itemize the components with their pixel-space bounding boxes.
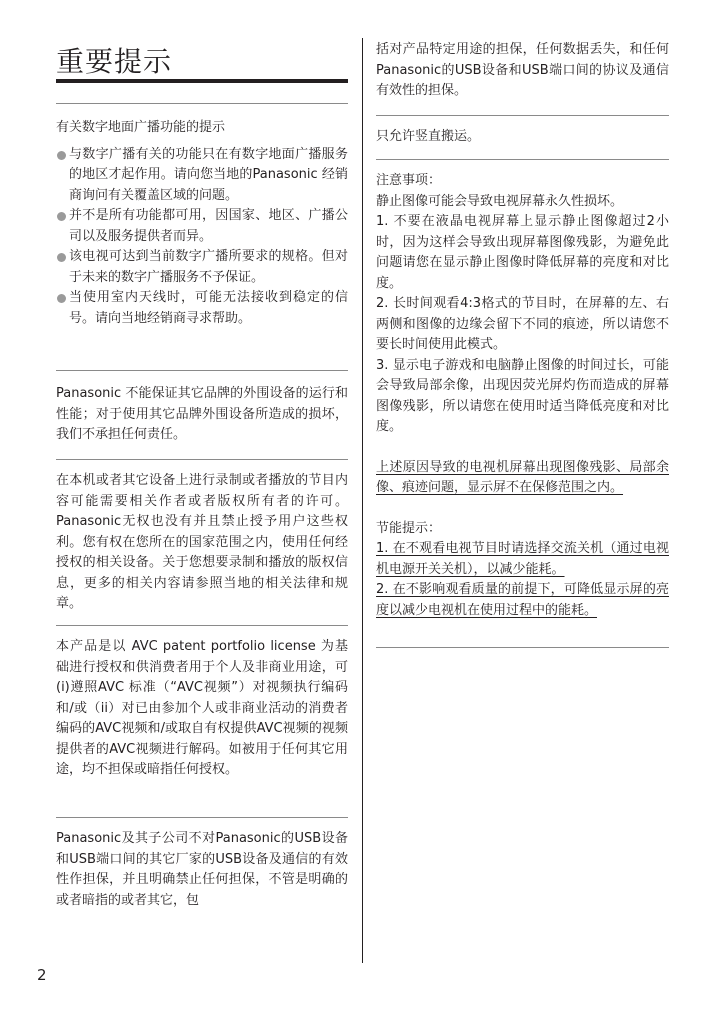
avc-license-notice: 本产品是以 AVC patent portfolio license 为基础进行授权和供消费者用于个人及非商业用途，可(i)遵照AVC 标准（“AVC视频”）对视频执行编码和/或（ii）对已由参加个人或非商业活动的消费者编码的AVC视频和/或取自有权提供AVC视频的视频提供者的AVC视频进行解码。如被用于任何其它用途，均不担保或暗指任何授权。 xyxy=(56,639,348,777)
bullet-icon xyxy=(57,253,66,262)
title-underline xyxy=(56,79,348,83)
energy-heading: 节能提示： xyxy=(376,520,442,536)
divider xyxy=(56,103,348,104)
notice-item: 1. 不要在液晶电视屏幕上显示静止图像超过2小时，因为这样会导致出现屏幕图像残影，为避免此问题请您在显示静止图像时降低屏幕的亮度和对比度。 xyxy=(376,214,669,291)
bullet-icon xyxy=(57,212,66,221)
transport-notice: 只允许竖直搬运。 xyxy=(376,129,481,144)
column-separator xyxy=(362,38,363,963)
warranty-note: 上述原因导致的电视机屏幕出现图像残影、局部余像、痕迹问题，显示屏不在保修范围之内。 xyxy=(376,459,669,495)
digital-broadcast-section xyxy=(56,118,348,329)
page-title: 重要提示 xyxy=(56,45,173,78)
divider xyxy=(376,159,669,160)
bullet-item: 并不是所有功能都可用，因国家、地区、广播公司以及服务提供者而异。 xyxy=(56,206,348,247)
usb-disclaimer-part2: 括对产品特定用途的担保，任何数据丢失，和任何Panasonic的USB设备和USB端口间的协议及通信有效性的担保。 xyxy=(376,42,669,98)
usb-disclaimer-part1: Panasonic及其子公司不对Panasonic的USB设备和USB端口间的其它厂家的USB设备及通信的有效性作担保，并且明确禁止任何担保，不管是明确的或者暗指的或者其它，包 xyxy=(56,831,348,908)
energy-item: 2. 在不影响观看质量的前提下，可降低显示屏的亮度以减少电视机在使用过程中的能耗。 xyxy=(376,582,669,618)
external-devices-notice: Panasonic 不能保证其它品牌的外围设备的运行和性能；对于使用其它品牌外围设备所造成的损坏，我们不承担任何责任。 xyxy=(56,386,348,442)
bullet-item: 与数字广播有关的功能只在有数字地面广播服务的地区才起作用。请向您当地的Panasonic 经销商询问有关覆盖区域的问题。 xyxy=(56,145,348,207)
divider xyxy=(56,625,348,626)
divider xyxy=(56,459,348,460)
page-number: 2 xyxy=(37,966,47,984)
notice-section xyxy=(376,171,669,621)
copyright-notice: 在本机或者其它设备上进行录制或者播放的节目内容可能需要相关作者或者版权所有者的许可。Panasonic无权也没有并且禁止授予用户这些权利。您有权在您所在的国家范围之内，使用任何经授权的相关设备。关于您想要录制和播放的版权信息，更多的相关内容请参照当地的相关法律和规章。 xyxy=(56,473,348,611)
bullet-item: 该电视可达到当前数字广播所要求的规格。但对于未来的数字广播服务不予保证。 xyxy=(56,247,348,288)
digital-broadcast-heading: 有关数字地面广播功能的提示 xyxy=(56,120,226,135)
notice-heading: 注意事项： xyxy=(376,173,442,188)
bullet-icon xyxy=(57,294,66,303)
divider xyxy=(376,115,669,116)
notice-item: 3. 显示电子游戏和电脑静止图像的时间过长，可能会导致局部余像，出现因荧光屏灼伤而造成的屏幕图像残影，所以请您在使用时适当降低亮度和对比度。 xyxy=(376,357,669,434)
divider xyxy=(56,817,348,818)
notice-intro: 静止图像可能会导致电视屏幕永久性损坏。 xyxy=(376,193,624,209)
bullet-item: 当使用室内天线时，可能无法接收到稳定的信号。请向当地经销商寻求帮助。 xyxy=(56,288,348,329)
divider xyxy=(56,370,348,371)
divider xyxy=(376,647,669,648)
energy-item: 1. 在不观看电视节目时请选择交流关机（通过电视机电源开关关机），以减少能耗。 xyxy=(376,541,669,577)
notice-item: 2. 长时间观看4:3格式的节目时，在屏幕的左、右两侧和图像的边缘会留下不同的痕迹，所以请您不要长时间使用此模式。 xyxy=(376,296,669,352)
bullet-icon xyxy=(57,151,66,160)
